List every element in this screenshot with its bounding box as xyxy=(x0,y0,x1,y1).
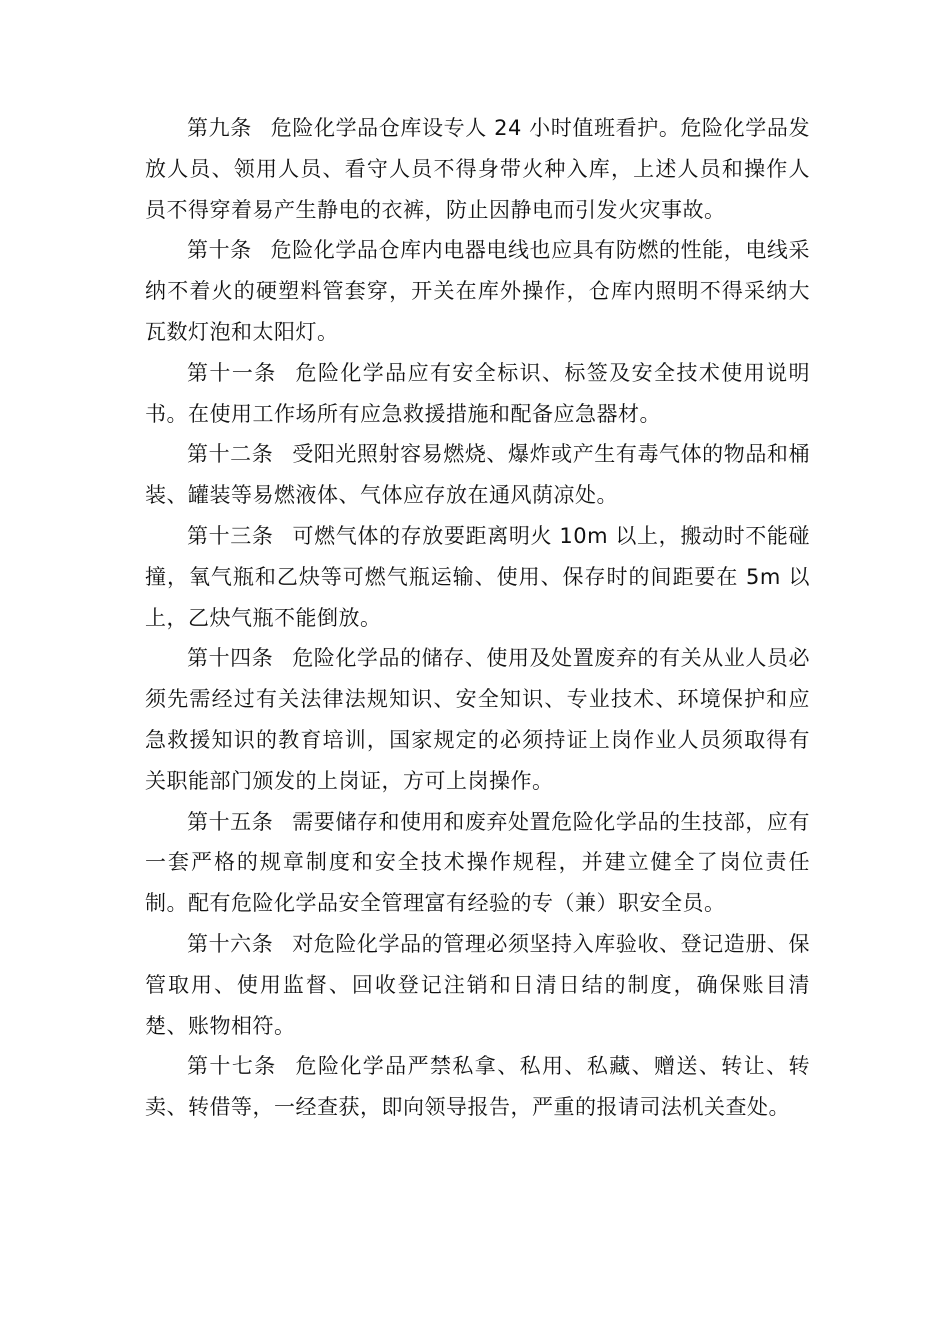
article-number: 第十五条 xyxy=(187,809,274,834)
article-9 xyxy=(145,108,810,230)
article-number: 第十三条 xyxy=(187,523,274,548)
article-number: 第十二条 xyxy=(187,442,274,467)
article-number: 第十一条 xyxy=(187,360,277,385)
article-number: 第九条 xyxy=(187,116,252,140)
article-number: 第十七条 xyxy=(187,1054,277,1079)
article-text: 可燃气体的存放要距离明火 10m 以上，搬动时不能碰撞，氧气瓶和乙炔等可燃气瓶运输、使用、保存时的间距要在 5m 以上，乙炔气瓶不能倒放。 xyxy=(145,523,811,630)
article-15 xyxy=(145,802,810,924)
article-number: 第十四条 xyxy=(187,646,274,671)
article-number: 第十条 xyxy=(187,238,252,263)
article-number: 第十六条 xyxy=(187,931,274,956)
article-16 xyxy=(145,924,810,1046)
article-text: 需要储存和使用和废弃处置危险化学品的生技部，应有一套严格的规章制度和安全技术操作规程，并建立健全了岗位责任制。配有危险化学品安全管理富有经验的专（兼）职安全员。 xyxy=(145,809,810,916)
article-text: 危险化学品仓库设专人 24 小时值班看护。危险化学品发放人员、领用人员、看守人员不得身带火种入库，上述人员和操作人员不得穿着易产生静电的衣裤，防止因静电而引发火灾事故。 xyxy=(145,116,810,222)
article-10 xyxy=(145,230,810,352)
article-17 xyxy=(145,1046,810,1128)
article-text: 危险化学品仓库内电器电线也应具有防燃的性能，电线采纳不着火的硬塑料管套穿，开关在库外操作，仓库内照明不得采纳大瓦数灯泡和太阳灯。 xyxy=(145,238,810,344)
article-text: 对危险化学品的管理必须坚持入库验收、登记造册、保管取用、使用监督、回收登记注销和日清日结的制度，确保账目清楚、账物相符。 xyxy=(145,931,810,1038)
article-12 xyxy=(145,434,810,516)
article-text: 受阳光照射容易燃烧、爆炸或产生有毒气体的物品和桶装、罐装等易燃液体、气体应存放在通风荫凉处。 xyxy=(145,442,810,508)
article-14 xyxy=(145,638,810,801)
article-text: 危险化学品严禁私拿、私用、私藏、赠送、转让、转卖、转借等，一经查获，即向领导报告，严重的报请司法机关查处。 xyxy=(145,1054,811,1120)
article-11 xyxy=(145,353,810,435)
article-text: 危险化学品的储存、使用及处置废弃的有关从业人员必须先需经过有关法律法规知识、安全知识、专业技术、环境保护和应急救援知识的教育培训，国家规定的必须持证上岗作业人员须取得有关职能部门颁发的上岗证，方可上岗操作。 xyxy=(145,646,810,793)
article-13 xyxy=(145,516,810,638)
document-page xyxy=(145,108,810,1128)
article-text: 危险化学品应有安全标识、标签及安全技术使用说明书。在使用工作场所有应急救援措施和配备应急器材。 xyxy=(145,360,811,426)
